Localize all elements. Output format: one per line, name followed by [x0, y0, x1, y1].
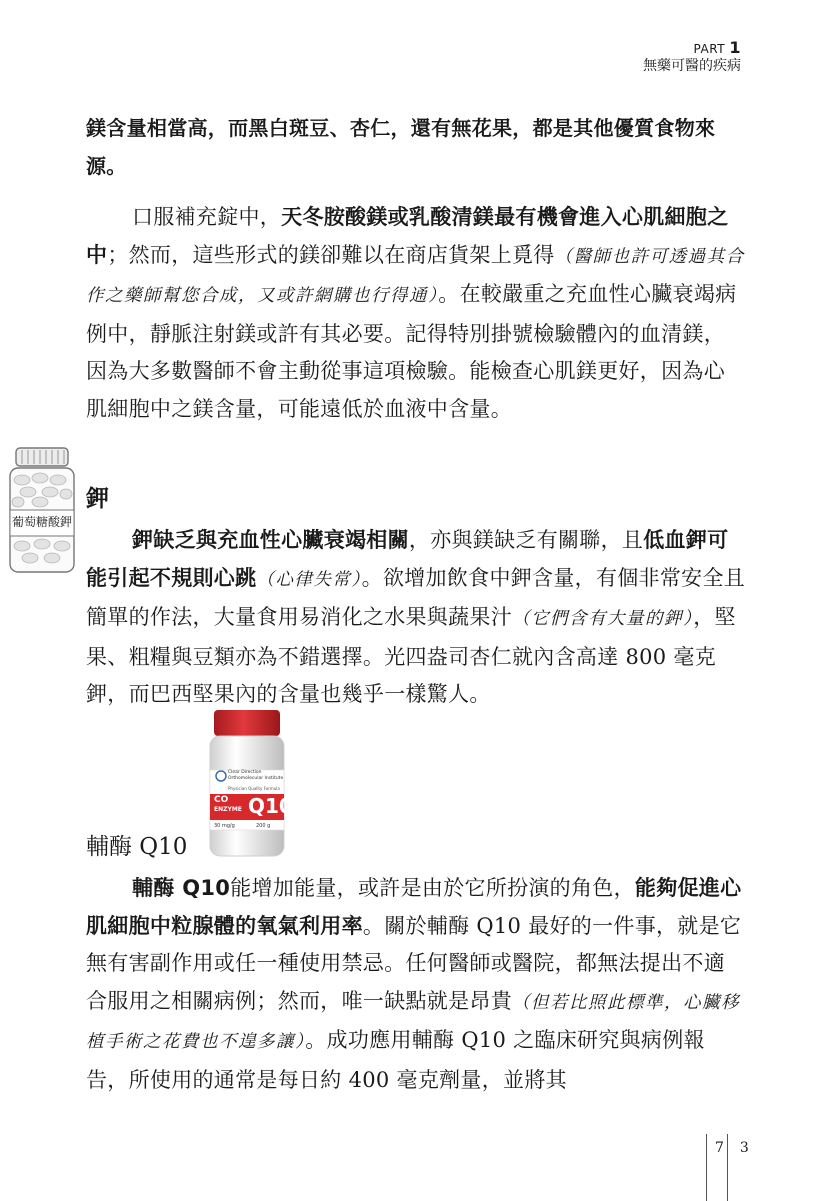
text-run: 口服補充錠中， [132, 205, 282, 229]
text-run: 。在較嚴重之充血性心臟衰竭病例中，靜脈注射鎂或許有其必要。記得特別掛號檢驗體內的血清鎂，因為大多數醫師不會主動從事這項檢驗。能檢查心肌鎂更好，因為心肌細胞中之鎂含量，可能遠低於血液中含量。 [86, 282, 737, 421]
paragraph-potassium [86, 522, 746, 714]
bottle-brand-line2: Orthomolecular Institute [228, 776, 284, 781]
part-label [643, 38, 741, 58]
text-run: ；然而，這些形式的鎂卻難以在商店貨架上覓得 [107, 242, 555, 267]
paragraph-magnesium-supplements [86, 199, 746, 428]
bottle-weight-text: 200 g [256, 823, 271, 829]
bottle-brand-line1: Clear Direction [228, 770, 262, 775]
paragraph-coq10 [86, 870, 746, 1099]
page-number-digit-1: 7 [715, 1140, 724, 1156]
heading-coq10: 輔酶 Q10 [86, 834, 188, 860]
text-run: ，亦與鎂缺乏有關聯，且 [408, 528, 644, 552]
note-run: （但若比照此標準，心臟移植手術之花費也不遑多讓） [86, 992, 740, 1052]
text-run: 。欲增加飲食中鉀含量，有個非常安全且簡單的作法，大量食用易消化之水果與蔬果汁 [86, 565, 746, 629]
note-run: （醫師也許可透過其合作之藥師幫您合成，又或許網購也行得通） [86, 246, 745, 306]
section-title: 無藥可醫的疾病 [643, 58, 741, 74]
paragraph-magnesium-sources [86, 110, 746, 185]
bottle-quality-line: Physician Quality Formula [228, 786, 280, 791]
bold-run: 能夠促進心肌細胞中粒腺體的氧氣利用率 [86, 876, 742, 938]
bottle-label-text: 葡萄糖酸鉀 [11, 515, 72, 529]
paragraph-text: 鎂含量相當高，而黑白斑豆、杏仁，還有無花果，都是其他優質食物來源。 [86, 116, 716, 178]
heading-potassium: 鉀 [86, 485, 109, 512]
bold-run: 鉀缺乏與充血性心臟衰竭相關 [132, 528, 409, 552]
bottle-q10-text: Q10 [248, 794, 293, 818]
text-run: 。成功應用輔酶 Q10 之臨床研究與病例報告，所使用的通常是每日約 400 毫克劑量，並將其 [86, 1028, 705, 1092]
text-run: 能增加能量，或許是由於它所扮演的角色， [230, 876, 635, 900]
bottle-co-text: CO [214, 795, 229, 805]
text-run: 。關於輔酶 Q10 最好的一件事，就是它無有害副作用或任一種使用禁忌。任何醫師或醫院，都無法提出不適合服用之相關病例；然而，唯一缺點就是昂貴 [86, 913, 742, 1013]
running-header [643, 38, 741, 76]
part-text: PART [693, 42, 726, 56]
bottle-enzyme-text: ENZYME [214, 806, 242, 813]
note-run: （它們含有大量的鉀） [512, 609, 694, 629]
paragraph-text [86, 522, 746, 714]
bold-run: 低血鉀可能引起不規則心跳 [86, 528, 729, 590]
bottle-shape [206, 708, 288, 860]
note-run: （心律失常） [256, 569, 362, 590]
page-number-digit-2: 3 [739, 1140, 749, 1156]
potassium-gluconate-bottle-illustration [6, 446, 78, 574]
paragraph-text [86, 199, 746, 428]
part-number: 1 [729, 38, 741, 57]
bottle-dose-text: 30 mg/g [214, 823, 235, 829]
text-run: ，堅果、粗糧與豆類亦為不錯選擇。光四盎司杏仁就內含高達 800 毫克鉀，而巴西堅果內的含量也幾乎一樣驚人。 [86, 605, 736, 706]
bold-run: 天冬胺酸鎂或乳酸清鎂最有機會進入心肌細胞之中 [86, 205, 729, 267]
bold-run: 輔酶 Q10 [132, 876, 231, 900]
coq10-bottle-image [206, 708, 293, 860]
paragraph-text [86, 870, 746, 1099]
page-number [707, 1140, 757, 1156]
